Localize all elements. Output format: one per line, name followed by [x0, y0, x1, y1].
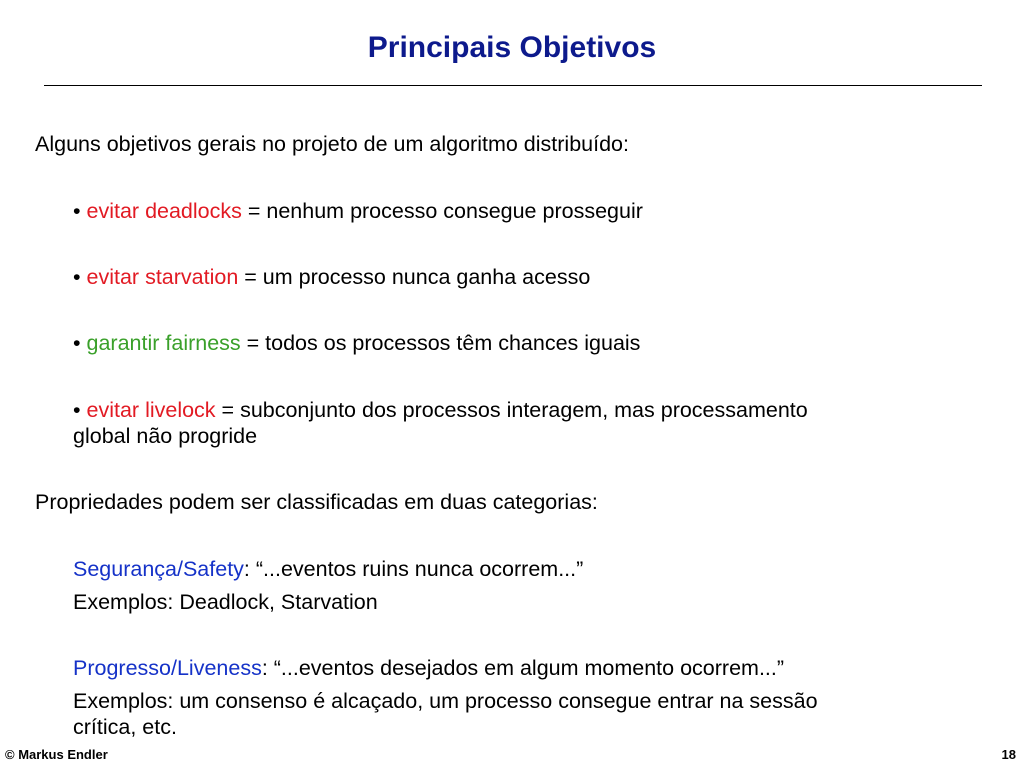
goal-item-deadlocks	[73, 198, 643, 224]
property-safety	[73, 556, 583, 582]
page-number: 18	[1001, 747, 1016, 762]
title-divider	[44, 85, 982, 86]
property-term: Segurança/Safety	[73, 557, 244, 581]
property-desc: : “...eventos desejados em algum momento ocorrem...”	[261, 656, 785, 680]
property-liveness	[73, 655, 784, 681]
property-liveness-examples: Exemplos: um consenso é alcaçado, um processo consegue entrar na sessão	[73, 689, 818, 713]
goal-desc: = subconjunto dos processos interagem, mas processamento	[215, 398, 808, 422]
properties-intro: Propriedades podem ser classificadas em duas categorias:	[35, 490, 598, 514]
intro-text: Alguns objetivos gerais no projeto de um algoritmo distribuído:	[35, 132, 629, 156]
goal-term: evitar livelock	[86, 398, 216, 422]
goal-term: garantir fairness	[86, 331, 241, 355]
goal-term: evitar deadlocks	[86, 199, 242, 223]
goal-item-livelock-cont: global não progride	[73, 424, 258, 448]
goal-item-starvation	[73, 264, 590, 290]
footer-copyright: © Markus Endler	[5, 747, 108, 762]
bullet: •	[73, 331, 81, 355]
bullet: •	[73, 199, 81, 223]
goal-item-fairness	[73, 330, 640, 356]
property-desc: : “...eventos ruins nunca ocorrem...”	[243, 557, 584, 581]
property-liveness-examples-cont: crítica, etc.	[73, 715, 177, 739]
goal-desc: = um processo nunca ganha acesso	[238, 265, 591, 289]
goal-desc: = nenhum processo consegue prosseguir	[241, 199, 643, 223]
property-term: Progresso/Liveness	[73, 656, 262, 680]
goal-term: evitar starvation	[86, 265, 239, 289]
bullet: •	[73, 265, 81, 289]
slide-title: Principais Objetivos	[367, 31, 657, 64]
goal-desc: = todos os processos têm chances iguais	[240, 331, 641, 355]
goal-item-livelock	[73, 397, 808, 423]
bullet: •	[73, 398, 81, 422]
property-safety-examples: Exemplos: Deadlock, Starvation	[73, 590, 378, 614]
